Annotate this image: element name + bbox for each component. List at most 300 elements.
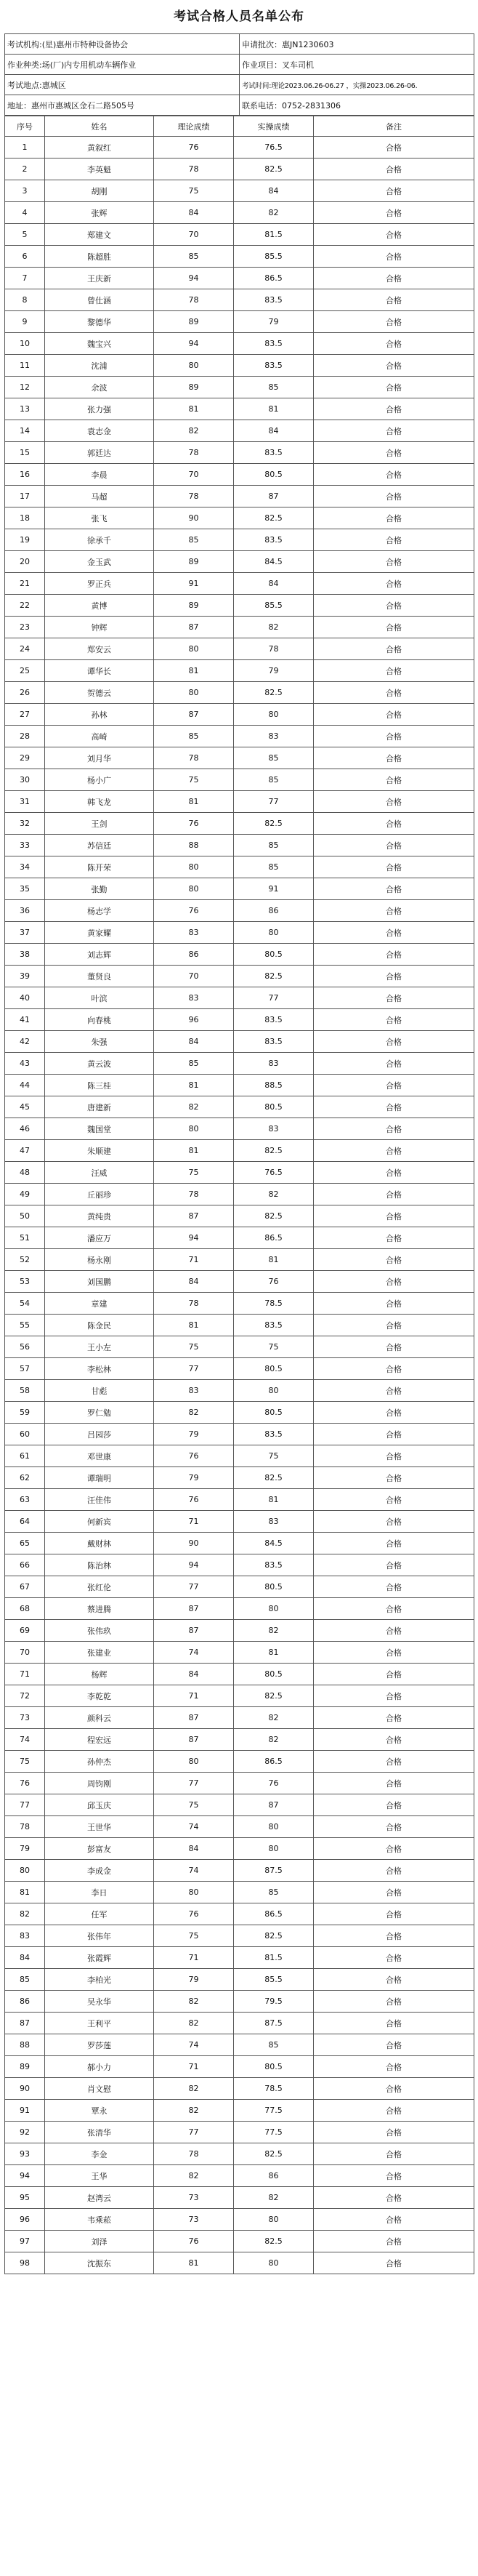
- table-row: [5, 2013, 474, 2034]
- candidate-name: 向春桃: [45, 1009, 154, 1031]
- candidate-name: 李乾乾: [45, 1685, 154, 1707]
- theory-score: 94: [154, 333, 234, 355]
- row-index: 42: [5, 1031, 45, 1053]
- practical-score: 84.5: [234, 1533, 314, 1554]
- table-row: [5, 1336, 474, 1358]
- table-row: [5, 398, 474, 420]
- candidate-name: 潘应万: [45, 1227, 154, 1249]
- candidate-name: 徐承千: [45, 529, 154, 551]
- table-row: [5, 922, 474, 944]
- table-row: [5, 2100, 474, 2122]
- theory-score: 87: [154, 1205, 234, 1227]
- practical-score: 79: [234, 660, 314, 682]
- remark: 合格: [314, 1315, 474, 1336]
- remark: 合格: [314, 1685, 474, 1707]
- theory-score: 94: [154, 268, 234, 289]
- remark: 合格: [314, 1380, 474, 1402]
- remark: 合格: [314, 289, 474, 311]
- practical-score: 85: [234, 835, 314, 856]
- remark: 合格: [314, 1882, 474, 1903]
- remark: 合格: [314, 2165, 474, 2187]
- remark: 合格: [314, 1162, 474, 1184]
- candidate-name: 吴永华: [45, 1991, 154, 2013]
- theory-score: 86: [154, 944, 234, 966]
- practical-score: 86.5: [234, 268, 314, 289]
- row-index: 46: [5, 1118, 45, 1140]
- row-index: 91: [5, 2100, 45, 2122]
- row-index: 75: [5, 1751, 45, 1773]
- theory-score: 77: [154, 1773, 234, 1794]
- practical-score: 82.5: [234, 2143, 314, 2165]
- candidate-name: 陈开荣: [45, 856, 154, 878]
- practical-score: 82.5: [234, 682, 314, 704]
- table-row: [5, 1576, 474, 1598]
- row-index: 77: [5, 1794, 45, 1816]
- candidate-name: 罗莎莲: [45, 2034, 154, 2056]
- remark: 合格: [314, 2013, 474, 2034]
- candidate-name: 张伟玖: [45, 1620, 154, 1642]
- row-index: 31: [5, 791, 45, 813]
- row-index: 21: [5, 573, 45, 595]
- candidate-name: 魏国堂: [45, 1118, 154, 1140]
- table-row: [5, 2034, 474, 2056]
- remark: 合格: [314, 551, 474, 573]
- theory-score: 71: [154, 1511, 234, 1533]
- theory-score: 76: [154, 137, 234, 159]
- practical-score: 80: [234, 1380, 314, 1402]
- table-row: [5, 2056, 474, 2078]
- practical-score: 82.5: [234, 813, 314, 835]
- practical-score: 85: [234, 769, 314, 791]
- practical-score: 77.5: [234, 2100, 314, 2122]
- candidate-name: 李晨: [45, 464, 154, 486]
- row-index: 94: [5, 2165, 45, 2187]
- table-row: [5, 377, 474, 398]
- remark: 合格: [314, 966, 474, 987]
- table-row: [5, 1184, 474, 1205]
- theory-score: 81: [154, 1075, 234, 1096]
- remark: 合格: [314, 1838, 474, 1860]
- row-index: 13: [5, 398, 45, 420]
- table-row: [5, 289, 474, 311]
- table-row: [5, 1816, 474, 1838]
- table-row: [5, 464, 474, 486]
- row-index: 35: [5, 878, 45, 900]
- table-row: [5, 1773, 474, 1794]
- remark: 合格: [314, 137, 474, 159]
- remark: 合格: [314, 398, 474, 420]
- practical-score: 76: [234, 1271, 314, 1293]
- candidate-name: 邱玉庆: [45, 1794, 154, 1816]
- theory-score: 71: [154, 1249, 234, 1271]
- row-index: 73: [5, 1707, 45, 1729]
- table-row: [5, 944, 474, 966]
- row-index: 15: [5, 442, 45, 464]
- candidate-name: 谭瑞明: [45, 1467, 154, 1489]
- table-row: [5, 180, 474, 202]
- row-index: 51: [5, 1227, 45, 1249]
- candidate-name: 陈金民: [45, 1315, 154, 1336]
- candidate-name: 张红伦: [45, 1576, 154, 1598]
- practical-score: 77: [234, 987, 314, 1009]
- practical-score: 85: [234, 856, 314, 878]
- contact-phone: 联系电话：0752-2831306: [240, 95, 474, 116]
- candidate-name: 魏宝兴: [45, 333, 154, 355]
- candidate-name: 沈浦: [45, 355, 154, 377]
- candidate-name: 黄家耀: [45, 922, 154, 944]
- candidate-name: 苏信廷: [45, 835, 154, 856]
- table-row: [5, 137, 474, 159]
- theory-score: 71: [154, 2056, 234, 2078]
- theory-score: 89: [154, 311, 234, 333]
- candidate-name: 李英魁: [45, 159, 154, 180]
- practical-score: 78: [234, 638, 314, 660]
- results-body: [5, 116, 474, 2274]
- table-row: [5, 1053, 474, 1075]
- theory-score: 83: [154, 922, 234, 944]
- candidate-name: 高崎: [45, 726, 154, 747]
- remark: 合格: [314, 1009, 474, 1031]
- theory-score: 76: [154, 813, 234, 835]
- col-header-practical: 实操成绩: [234, 116, 314, 137]
- table-row: [5, 1860, 474, 1882]
- theory-score: 76: [154, 900, 234, 922]
- theory-score: 79: [154, 1424, 234, 1445]
- theory-score: 82: [154, 2165, 234, 2187]
- practical-score: 82.5: [234, 507, 314, 529]
- work-category: 作业种类:场(厂)内专用机动车辆作业: [5, 55, 240, 75]
- practical-score: 80: [234, 2209, 314, 2231]
- candidate-name: 吕园莎: [45, 1424, 154, 1445]
- theory-score: 78: [154, 2143, 234, 2165]
- info-row: [5, 75, 474, 95]
- candidate-name: 王利平: [45, 2013, 154, 2034]
- remark: 合格: [314, 507, 474, 529]
- table-row: [5, 311, 474, 333]
- practical-score: 86: [234, 900, 314, 922]
- address: 地址：惠州市惠城区金石二路505号: [5, 95, 240, 116]
- candidate-name: 汪威: [45, 1162, 154, 1184]
- candidate-name: 王世华: [45, 1816, 154, 1838]
- candidate-name: 谭华长: [45, 660, 154, 682]
- theory-score: 75: [154, 1925, 234, 1947]
- theory-score: 85: [154, 1053, 234, 1075]
- remark: 合格: [314, 617, 474, 638]
- info-row: [5, 55, 474, 75]
- candidate-name: 张清华: [45, 2122, 154, 2143]
- row-index: 70: [5, 1642, 45, 1664]
- theory-score: 87: [154, 704, 234, 726]
- row-index: 3: [5, 180, 45, 202]
- table-row: [5, 1402, 474, 1424]
- candidate-name: 张霞辉: [45, 1947, 154, 1969]
- remark: 合格: [314, 682, 474, 704]
- theory-score: 82: [154, 2078, 234, 2100]
- theory-score: 80: [154, 1751, 234, 1773]
- table-row: [5, 1031, 474, 1053]
- remark: 合格: [314, 769, 474, 791]
- row-index: 16: [5, 464, 45, 486]
- theory-score: 78: [154, 747, 234, 769]
- candidate-name: 丘丽珍: [45, 1184, 154, 1205]
- row-index: 83: [5, 1925, 45, 1947]
- candidate-name: 张伟年: [45, 1925, 154, 1947]
- table-row: [5, 2122, 474, 2143]
- practical-score: 80.5: [234, 2056, 314, 2078]
- candidate-name: 覃永: [45, 2100, 154, 2122]
- remark: 合格: [314, 1249, 474, 1271]
- practical-score: 76: [234, 1773, 314, 1794]
- theory-score: 82: [154, 2100, 234, 2122]
- practical-score: 80: [234, 1598, 314, 1620]
- table-row: [5, 529, 474, 551]
- remark: 合格: [314, 1467, 474, 1489]
- row-index: 68: [5, 1598, 45, 1620]
- candidate-name: 钟辉: [45, 617, 154, 638]
- candidate-name: 杨永刚: [45, 1249, 154, 1271]
- practical-score: 91: [234, 878, 314, 900]
- table-row: [5, 987, 474, 1009]
- practical-score: 82: [234, 1707, 314, 1729]
- row-index: 79: [5, 1838, 45, 1860]
- remark: 合格: [314, 529, 474, 551]
- table-row: [5, 1358, 474, 1380]
- practical-score: 86.5: [234, 1227, 314, 1249]
- candidate-name: 唐建新: [45, 1096, 154, 1118]
- table-row: [5, 1096, 474, 1118]
- practical-score: 84: [234, 420, 314, 442]
- remark: 合格: [314, 1598, 474, 1620]
- row-index: 2: [5, 159, 45, 180]
- practical-score: 83.5: [234, 1009, 314, 1031]
- practical-score: 82: [234, 1620, 314, 1642]
- row-index: 38: [5, 944, 45, 966]
- info-row: [5, 95, 474, 116]
- practical-score: 87: [234, 486, 314, 507]
- theory-score: 82: [154, 1096, 234, 1118]
- candidate-name: 刘泽: [45, 2231, 154, 2252]
- table-row: [5, 2252, 474, 2274]
- theory-score: 85: [154, 529, 234, 551]
- application-batch: 申请批次：惠JN1230603: [240, 34, 474, 55]
- remark: 合格: [314, 1031, 474, 1053]
- candidate-name: 甘彪: [45, 1380, 154, 1402]
- candidate-name: 张勤: [45, 878, 154, 900]
- remark: 合格: [314, 856, 474, 878]
- table-row: [5, 202, 474, 224]
- remark: 合格: [314, 1205, 474, 1227]
- row-index: 67: [5, 1576, 45, 1598]
- table-row: [5, 617, 474, 638]
- table-row: [5, 1969, 474, 1991]
- practical-score: 80: [234, 704, 314, 726]
- table-row: [5, 1293, 474, 1315]
- candidate-name: 章建: [45, 1293, 154, 1315]
- theory-score: 85: [154, 246, 234, 268]
- practical-score: 82.5: [234, 1467, 314, 1489]
- table-row: [5, 1598, 474, 1620]
- remark: 合格: [314, 1991, 474, 2013]
- table-row: [5, 1794, 474, 1816]
- row-index: 12: [5, 377, 45, 398]
- practical-score: 85: [234, 1882, 314, 1903]
- practical-score: 80: [234, 1816, 314, 1838]
- row-index: 96: [5, 2209, 45, 2231]
- row-index: 44: [5, 1075, 45, 1096]
- remark: 合格: [314, 2209, 474, 2231]
- row-index: 8: [5, 289, 45, 311]
- table-row: [5, 1991, 474, 2013]
- table-row: [5, 1729, 474, 1751]
- row-index: 30: [5, 769, 45, 791]
- table-row: [5, 1489, 474, 1511]
- row-index: 11: [5, 355, 45, 377]
- row-index: 4: [5, 202, 45, 224]
- theory-score: 78: [154, 289, 234, 311]
- table-row: [5, 1511, 474, 1533]
- candidate-name: 刘月华: [45, 747, 154, 769]
- remark: 合格: [314, 1402, 474, 1424]
- remark: 合格: [314, 1773, 474, 1794]
- table-row: [5, 704, 474, 726]
- practical-score: 82.5: [234, 1140, 314, 1162]
- remark: 合格: [314, 813, 474, 835]
- table-row: [5, 813, 474, 835]
- candidate-name: 罗正兵: [45, 573, 154, 595]
- table-row: [5, 595, 474, 617]
- practical-score: 86.5: [234, 1903, 314, 1925]
- row-index: 62: [5, 1467, 45, 1489]
- remark: 合格: [314, 1751, 474, 1773]
- table-row: [5, 333, 474, 355]
- candidate-name: 何新宾: [45, 1511, 154, 1533]
- table-row: [5, 1162, 474, 1184]
- row-index: 22: [5, 595, 45, 617]
- candidate-name: 周钧刚: [45, 1773, 154, 1794]
- candidate-name: 王华: [45, 2165, 154, 2187]
- theory-score: 85: [154, 726, 234, 747]
- row-index: 47: [5, 1140, 45, 1162]
- practical-score: 87.5: [234, 2013, 314, 2034]
- remark: 合格: [314, 1642, 474, 1664]
- table-row: [5, 2231, 474, 2252]
- row-index: 5: [5, 224, 45, 246]
- theory-score: 91: [154, 573, 234, 595]
- row-index: 72: [5, 1685, 45, 1707]
- theory-score: 81: [154, 398, 234, 420]
- practical-score: 86.5: [234, 1751, 314, 1773]
- candidate-name: 孙仲杰: [45, 1751, 154, 1773]
- theory-score: 94: [154, 1227, 234, 1249]
- practical-score: 75: [234, 1336, 314, 1358]
- row-index: 54: [5, 1293, 45, 1315]
- candidate-name: 李日: [45, 1882, 154, 1903]
- candidate-name: 韦乘菘: [45, 2209, 154, 2231]
- row-index: 80: [5, 1860, 45, 1882]
- row-index: 48: [5, 1162, 45, 1184]
- results-table: [4, 116, 474, 2274]
- candidate-name: 陈三桂: [45, 1075, 154, 1096]
- theory-score: 84: [154, 1271, 234, 1293]
- practical-score: 80: [234, 922, 314, 944]
- remark: 合格: [314, 1816, 474, 1838]
- theory-score: 76: [154, 1445, 234, 1467]
- practical-score: 81: [234, 1489, 314, 1511]
- candidate-name: 王庆新: [45, 268, 154, 289]
- practical-score: 81.5: [234, 224, 314, 246]
- remark: 合格: [314, 268, 474, 289]
- remark: 合格: [314, 595, 474, 617]
- table-row: [5, 2187, 474, 2209]
- candidate-name: 彭富友: [45, 1838, 154, 1860]
- remark: 合格: [314, 1271, 474, 1293]
- candidate-name: 杨小广: [45, 769, 154, 791]
- row-index: 74: [5, 1729, 45, 1751]
- practical-score: 86: [234, 2165, 314, 2187]
- theory-score: 81: [154, 2252, 234, 2274]
- practical-score: 80.5: [234, 1576, 314, 1598]
- remark: 合格: [314, 2231, 474, 2252]
- row-index: 76: [5, 1773, 45, 1794]
- row-index: 55: [5, 1315, 45, 1336]
- practical-score: 77.5: [234, 2122, 314, 2143]
- row-index: 49: [5, 1184, 45, 1205]
- row-index: 9: [5, 311, 45, 333]
- table-row: [5, 442, 474, 464]
- candidate-name: 沈振东: [45, 2252, 154, 2274]
- row-index: 61: [5, 1445, 45, 1467]
- table-row: [5, 1009, 474, 1031]
- remark: 合格: [314, 1860, 474, 1882]
- table-header-row: [5, 116, 474, 137]
- candidate-name: 贺德云: [45, 682, 154, 704]
- practical-score: 82: [234, 202, 314, 224]
- theory-score: 96: [154, 1009, 234, 1031]
- remark: 合格: [314, 246, 474, 268]
- remark: 合格: [314, 2252, 474, 2274]
- remark: 合格: [314, 464, 474, 486]
- theory-score: 77: [154, 1358, 234, 1380]
- theory-score: 78: [154, 159, 234, 180]
- remark: 合格: [314, 1140, 474, 1162]
- candidate-name: 郑建文: [45, 224, 154, 246]
- theory-score: 79: [154, 1969, 234, 1991]
- row-index: 1: [5, 137, 45, 159]
- practical-score: 84: [234, 573, 314, 595]
- remark: 合格: [314, 878, 474, 900]
- theory-score: 81: [154, 1140, 234, 1162]
- theory-score: 73: [154, 2209, 234, 2231]
- practical-score: 80.5: [234, 944, 314, 966]
- practical-score: 82: [234, 1184, 314, 1205]
- practical-score: 81.5: [234, 1947, 314, 1969]
- theory-score: 78: [154, 486, 234, 507]
- table-row: [5, 1707, 474, 1729]
- row-index: 53: [5, 1271, 45, 1293]
- theory-score: 75: [154, 1162, 234, 1184]
- practical-score: 80.5: [234, 1664, 314, 1685]
- candidate-name: 罗仁勉: [45, 1402, 154, 1424]
- table-row: [5, 1227, 474, 1249]
- table-row: [5, 1903, 474, 1925]
- theory-score: 76: [154, 1903, 234, 1925]
- candidate-name: 张辉: [45, 202, 154, 224]
- candidate-name: 李金: [45, 2143, 154, 2165]
- practical-score: 75: [234, 1445, 314, 1467]
- row-index: 18: [5, 507, 45, 529]
- theory-score: 87: [154, 1707, 234, 1729]
- row-index: 40: [5, 987, 45, 1009]
